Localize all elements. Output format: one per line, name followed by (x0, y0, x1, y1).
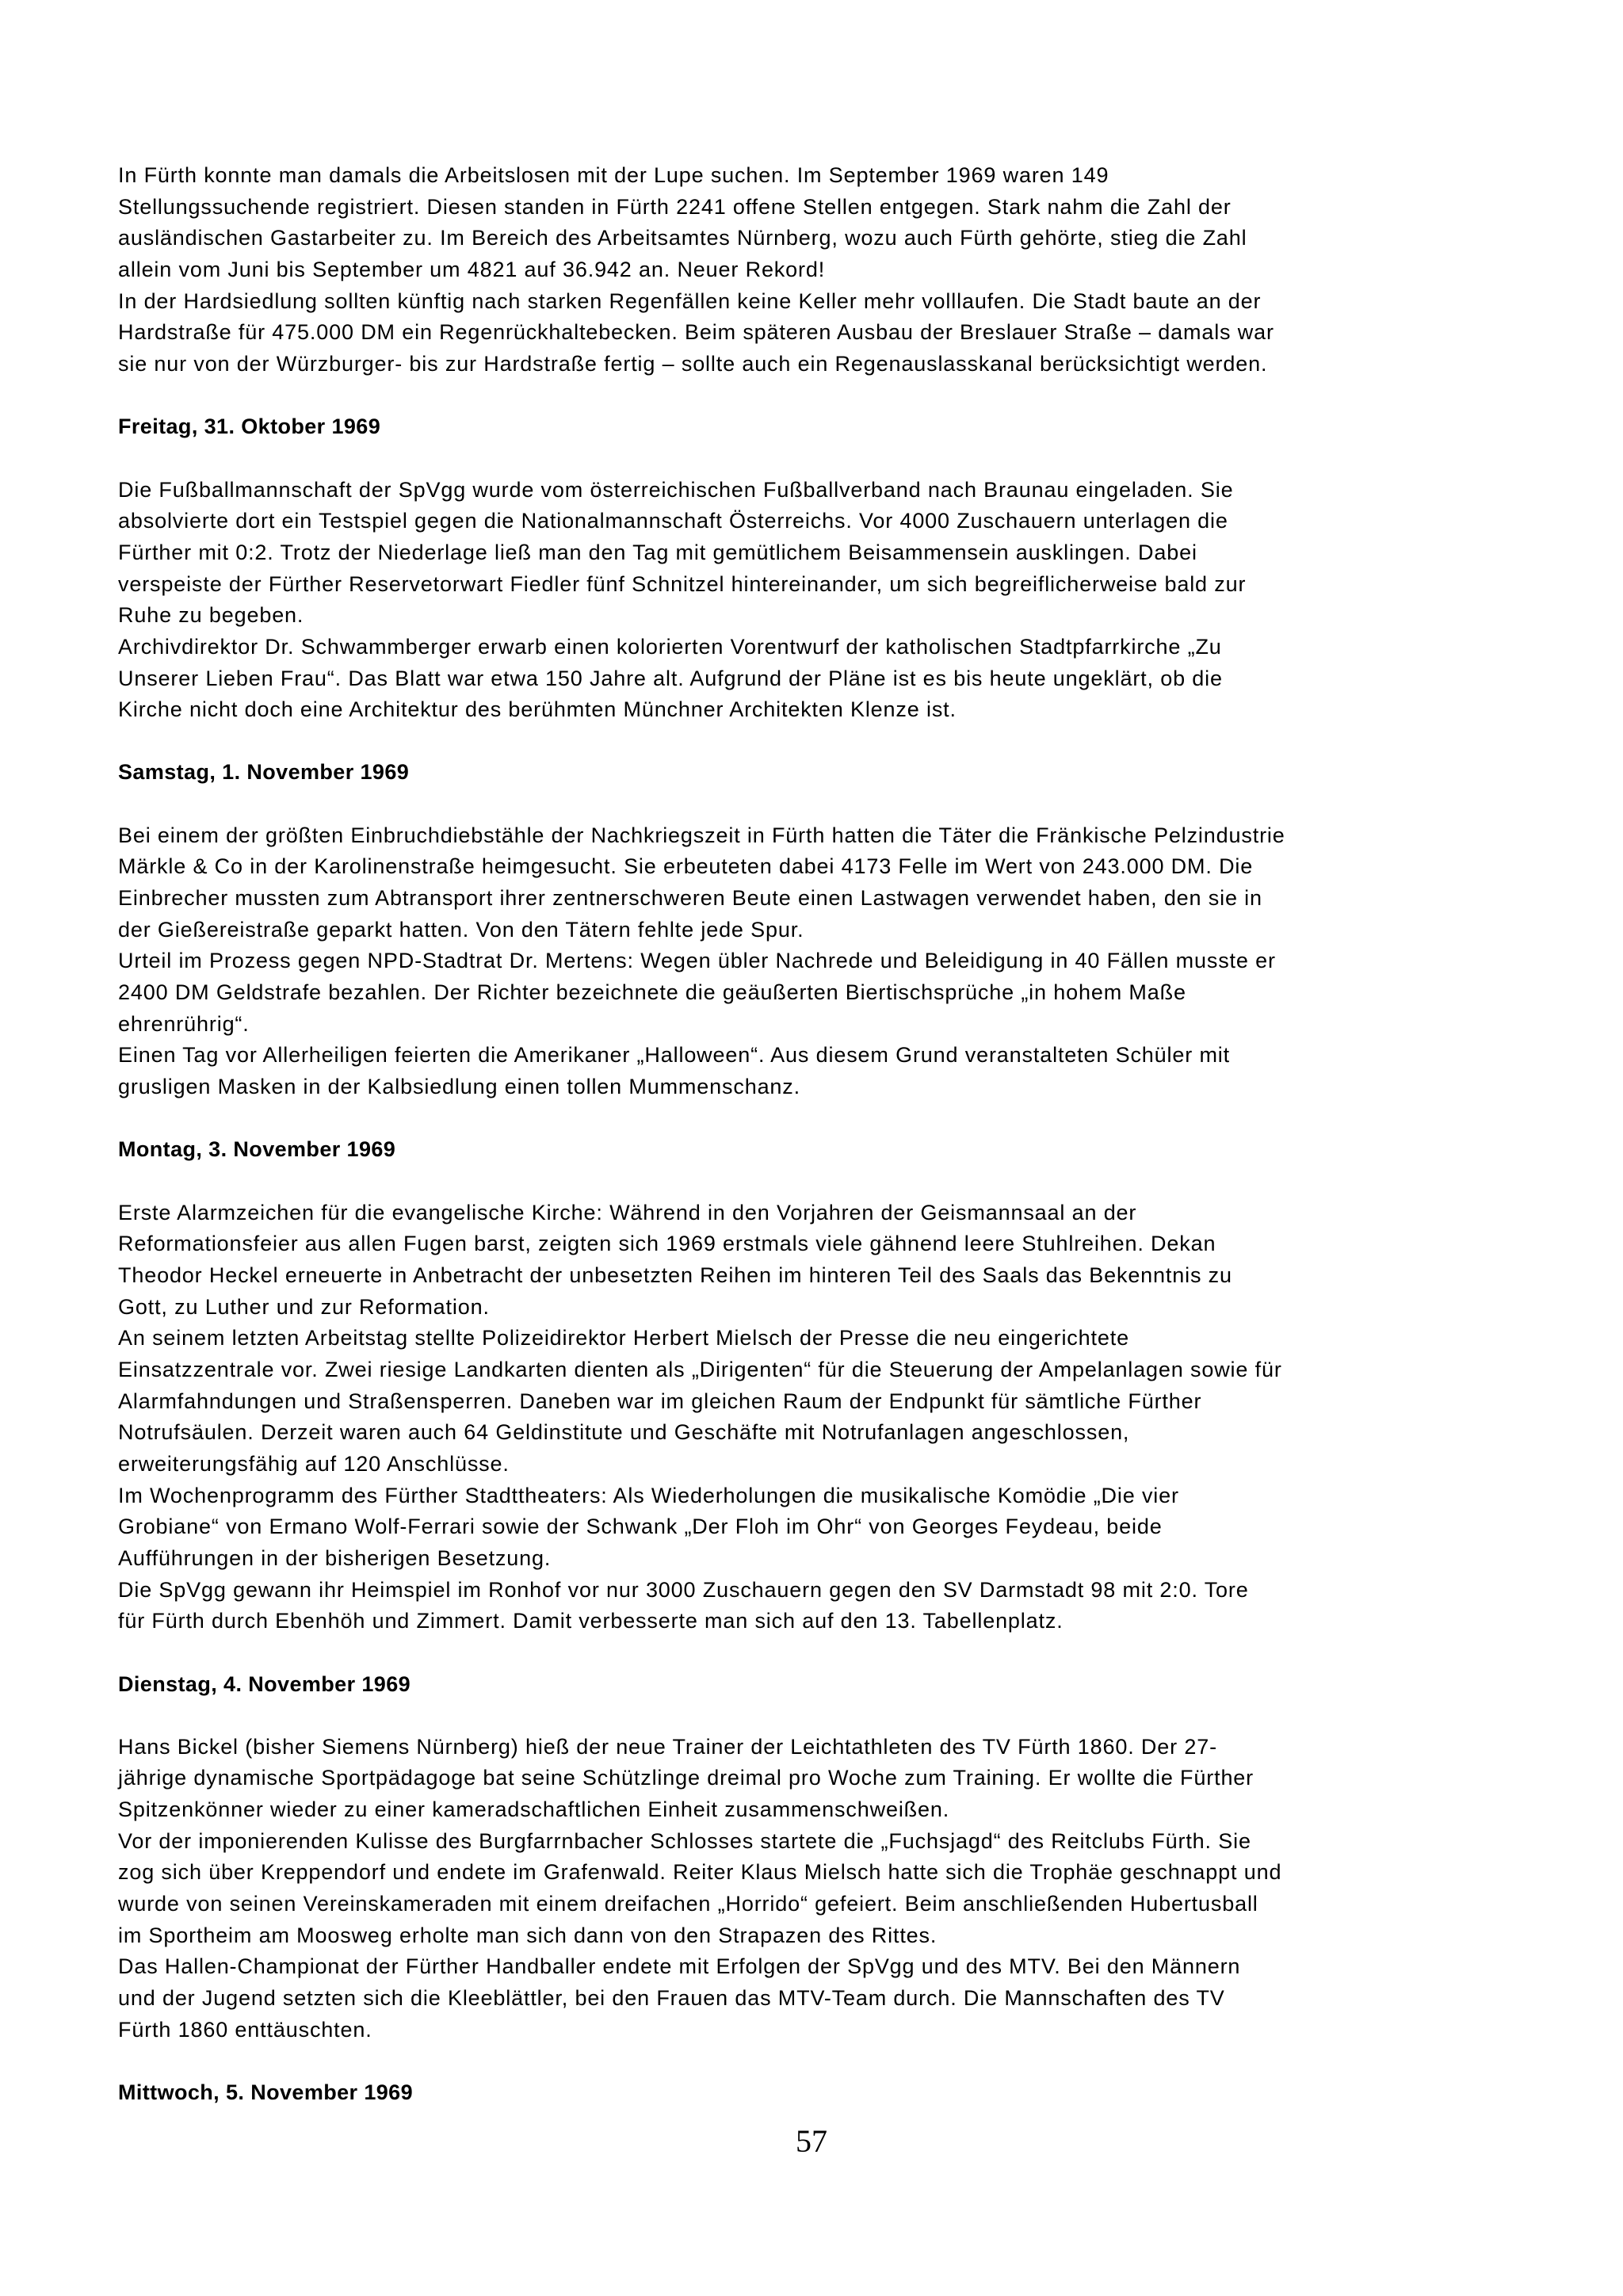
text-line: Märkle & Co in der Karolinenstraße heimgesucht. Sie erbeuteten dabei 4173 Felle im Wert von 243.000 DM. Die (118, 854, 1254, 879)
text-line: Hardstraße für 475.000 DM ein Regenrückhaltebecken. Beim späteren Ausbau der Breslauer Straße – damals war (118, 320, 1274, 345)
spacer (118, 726, 1529, 758)
text-line: Einen Tag vor Allerheiligen feierten die Amerikaner „Halloween“. Aus diesem Grund veranstalteten Schüler mit (118, 1043, 1230, 1068)
text-line: Alarmfahndungen und Straßensperren. Daneben war im gleichen Raum der Endpunkt für sämtliche Fürther (118, 1389, 1202, 1413)
text-line: In der Hardsiedlung sollten künftig nach starken Regenfällen keine Keller mehr volllaufen. Die Stadt baute an der (118, 288, 1262, 313)
spacer (118, 789, 1529, 820)
text-line: verspeiste der Fürther Reservetorwart Fiedler fünf Schnitzel hintereinander, um sich begreiflicherweise bald zur (118, 571, 1247, 596)
text-line: Erste Alarmzeichen für die evangelische Kirche: Während in den Vorjahren der Geismannsaal an der (118, 1200, 1137, 1224)
section-heading: Dienstag, 4. November 1969 (118, 1671, 411, 1696)
spacer (118, 380, 1529, 412)
spacer (118, 2046, 1529, 2077)
spacer (118, 443, 1529, 475)
text-line: Vor der imponierenden Kulisse des Burgfarrnbacher Schlosses startete die „Fuchsjagd“ des Reitclubs Fürth. Sie (118, 1828, 1251, 1853)
text-line: An seinem letzten Arbeitstag stellte Polizeidirektor Herbert Mielsch der Presse die neu eingerichtete (118, 1326, 1129, 1350)
text-line: Aufführungen in der bisherigen Besetzung. (118, 1545, 552, 1570)
section-heading: Mittwoch, 5. November 1969 (118, 2080, 414, 2105)
spacer (118, 1637, 1529, 1669)
page-number: 57 (796, 2123, 827, 2159)
text-line: Die Fußballmannschaft der SpVgg wurde vom österreichischen Fußballverband nach Braunau eingeladen. Sie (118, 477, 1234, 502)
text-line: der Gießereistraße geparkt hatten. Von den Tätern fehlte jede Spur. (118, 917, 804, 942)
text-line: sie nur von der Würzburger- bis zur Hardstraße fertig – sollte auch ein Regenauslasskanal berücksichtigt werden. (118, 351, 1268, 376)
text-line: Ruhe zu begeben. (118, 603, 304, 628)
text-line: Fürther mit 0:2. Trotz der Niederlage ließ man den Tag mit gemütlichem Beisammensein ausklingen. Dabei (118, 540, 1197, 564)
page-body (118, 160, 1529, 2109)
text-line: Das Hallen-Championat der Fürther Handballer endete mit Erfolgen der SpVgg und des MTV. Bei den Männern (118, 1954, 1241, 1979)
text-line: allein vom Juni bis September um 4821 auf 36.942 an. Neuer Rekord! (118, 257, 826, 281)
text-line: 2400 DM Geldstrafe bezahlen. Der Richter bezeichnete die geäußerten Biertischsprüche „in hohem Maße (118, 980, 1186, 1005)
text-line: zog sich über Kreppendorf und endete im Grafenwald. Reiter Klaus Mielsch hatte sich die Trophäe geschnappt und (118, 1860, 1282, 1885)
text-line: im Sportheim am Moosweg erholte man sich dann von den Strapazen des Rittes. (118, 1923, 938, 1947)
text-line: Gott, zu Luther und zur Reformation. (118, 1294, 490, 1319)
text-line: Archivdirektor Dr. Schwammberger erwarb einen kolorierten Vorentwurf der katholischen Stadtpfarrkirche „Zu (118, 634, 1222, 659)
text-line: In Fürth konnte man damals die Arbeitslosen mit der Lupe suchen. Im September 1969 waren 149 (118, 163, 1109, 187)
text-line: für Fürth durch Ebenhöh und Zimmert. Damit verbesserte man sich auf den 13. Tabellenplatz. (118, 1609, 1064, 1633)
section-dienstag-4-november (118, 1669, 1529, 2046)
spacer (118, 1700, 1529, 1732)
text-line: ausländischen Gastarbeiter zu. Im Bereich des Arbeitsamtes Nürnberg, wozu auch Fürth gehörte, stieg die Zahl (118, 226, 1247, 250)
text-line: Fürth 1860 enttäuschten. (118, 2017, 372, 2042)
text-line: wurde von seinen Vereinskameraden mit einem dreifachen „Horrido“ gefeiert. Beim anschließenden Hubertusball (118, 1892, 1258, 1916)
text-line: Notrufsäulen. Derzeit waren auch 64 Geldinstitute und Geschäfte mit Notrufanlagen angeschlossen, (118, 1420, 1130, 1445)
text-line: grusligen Masken in der Kalbsiedlung einen tollen Mummenschanz. (118, 1075, 801, 1099)
text-line: Stellungssuchende registriert. Diesen standen in Fürth 2241 offene Stellen entgegen. Stark nahm die Zahl der (118, 194, 1232, 219)
section-heading: Samstag, 1. November 1969 (118, 760, 410, 785)
section-mittwoch-5-november (118, 2077, 1529, 2109)
text-line: Einsatzzentrale vor. Zwei riesige Landkarten dienten als „Dirigenten“ für die Steuerung der Ampelanlagen sowie für (118, 1357, 1282, 1381)
text-line: erweiterungsfähig auf 120 Anschlüsse. (118, 1451, 510, 1476)
text-line: Urteil im Prozess gegen NPD-Stadtrat Dr. Mertens: Wegen übler Nachrede und Beleidigung in 40 Fällen musste er (118, 949, 1276, 973)
text-line: Hans Bickel (bisher Siemens Nürnberg) hieß der neue Trainer der Leichtathleten des TV Fürth 1860. Der 27- (118, 1734, 1217, 1759)
text-line: jährige dynamische Sportpädagoge bat seine Schützlinge dreimal pro Woche zum Training. Er wollte die Fürther (118, 1766, 1254, 1790)
section-freitag-31-oktober (118, 411, 1529, 726)
text-line: Unserer Lieben Frau“. Das Blatt war etwa 150 Jahre alt. Aufgrund der Pläne ist es bis heute ungeklärt, ob die (118, 666, 1223, 690)
text-line: Einbrecher mussten zum Abtransport ihrer zentnerschweren Beute einen Lastwagen verwendet haben, den sie in (118, 886, 1262, 911)
text-line: Kirche nicht doch eine Architektur des berühmten Münchner Architekten Klenze ist. (118, 697, 957, 722)
spacer (118, 1103, 1529, 1135)
section-heading: Freitag, 31. Oktober 1969 (118, 415, 381, 439)
text-line: Reformationsfeier aus allen Fugen barst, zeigten sich 1969 erstmals viele gähnend leere Stuhlreihen. Dekan (118, 1232, 1216, 1256)
section-montag-3-november (118, 1134, 1529, 1637)
text-line: Theodor Heckel erneuerte in Anbetracht der unbesetzten Reihen im hinteren Teil des Saals das Bekenntnis zu (118, 1263, 1232, 1287)
text-line: Die SpVgg gewann ihr Heimspiel im Ronhof vor nur 3000 Zuschauern gegen den SV Darmstadt 98 mit 2:0. Tore (118, 1577, 1249, 1602)
text-line: ehrenrührig“. (118, 1011, 250, 1036)
spacer (118, 1166, 1529, 1198)
intro-paragraph (118, 160, 1529, 380)
text-line: Spitzenkönner wieder zu einer kameradschaftlichen Einheit zusammenschweißen. (118, 1797, 950, 1822)
section-samstag-1-november (118, 757, 1529, 1102)
text-line: absolvierte dort ein Testspiel gegen die Nationalmannschaft Österreichs. Vor 4000 Zuschauern unterlagen die (118, 509, 1228, 533)
text-line: Grobiane“ von Ermano Wolf-Ferrari sowie der Schwank „Der Floh im Ohr“ von Georges Feydeau, beide (118, 1515, 1163, 1539)
text-line: Im Wochenprogramm des Fürther Stadttheaters: Als Wiederholungen die musikalische Komödie „Die vier (118, 1483, 1179, 1507)
text-line: Bei einem der größten Einbruchdiebstähle der Nachkriegszeit in Fürth hatten die Täter die Fränkische Pelzindustrie (118, 823, 1285, 847)
section-heading: Montag, 3. November 1969 (118, 1137, 396, 1162)
text-line: und der Jugend setzten sich die Kleeblättler, bei den Frauen das MTV-Team durch. Die Mannschaften des TV (118, 1986, 1225, 2011)
